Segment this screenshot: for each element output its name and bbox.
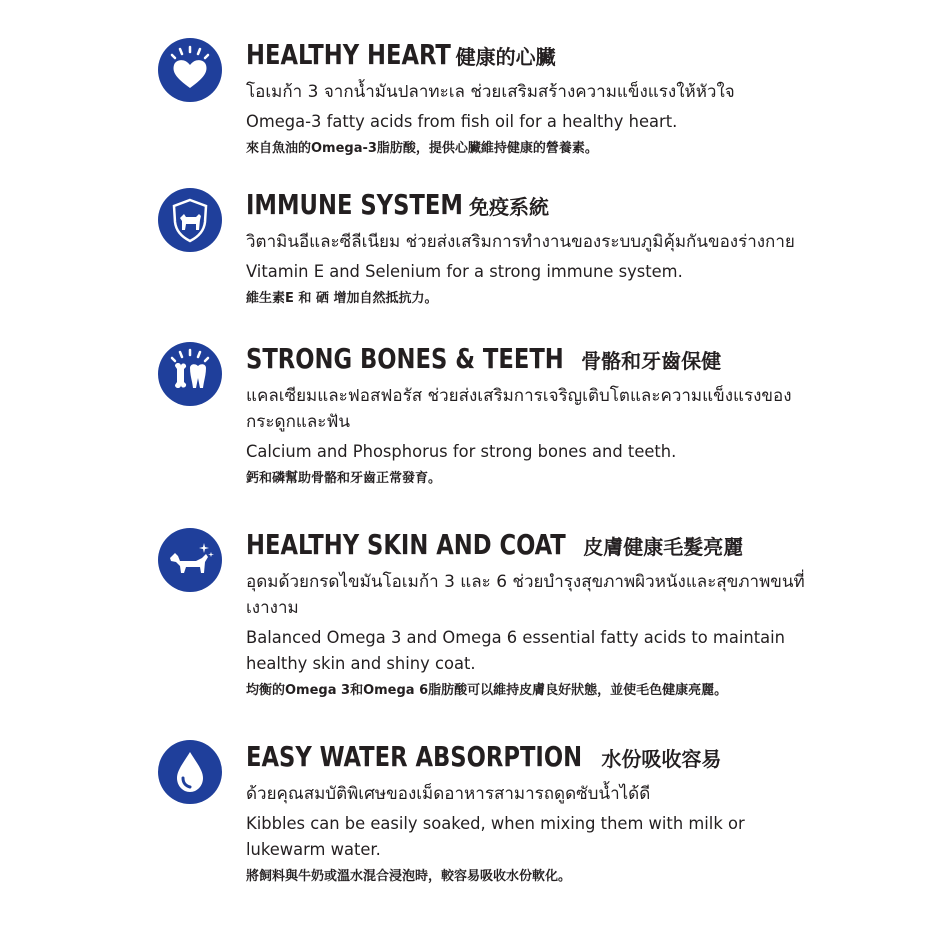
water-drop-icon [158, 740, 222, 804]
benefit-title-en: IMMUNE SYSTEM [246, 188, 463, 221]
benefit-title-zh: 皮膚健康毛髮亮麗 [583, 535, 744, 559]
benefit-title-zh: 水份吸收容易 [601, 747, 722, 771]
benefit-title-en: STRONG BONES & TEETH [246, 342, 564, 375]
benefit-title-zh: 健康的心臟 [455, 45, 556, 69]
benefit-description-en: Kibbles can be easily soaked, when mixing them with milk or lukewarm water. [246, 814, 745, 860]
bone-tooth-icon [158, 342, 222, 406]
benefit-description-en: Calcium and Phosphorus for strong bones and teeth. [246, 442, 677, 462]
benefit-description-en: Balanced Omega 3 and Omega 6 essential fatty acids to maintain healthy skin and shiny coat. [246, 628, 785, 674]
benefit-title-en: HEALTHY SKIN AND COAT [246, 528, 566, 561]
benefit-description-en: Omega-3 fatty acids from fish oil for a healthy heart. [246, 112, 678, 132]
benefit-title-en: HEALTHY HEART [246, 38, 451, 71]
benefit-description-zh: 來自魚油的Omega-3脂肪酸，提供心臟維持健康的營養素。 [246, 141, 598, 156]
dog-shield-icon [158, 188, 222, 252]
benefit-description-th: ด้วยคุณสมบัติพิเศษของเม็ดอาหารสามารถดูดซับน้ำได้ดี [246, 784, 651, 804]
benefit-description-en: Vitamin E and Selenium for a strong immune system. [246, 262, 683, 282]
shiny-dog-icon [158, 528, 222, 592]
benefit-description-th: แคลเซียมและฟอสฟอรัส ช่วยส่งเสริมการเจริญเติบโตและความแข็งแรงของกระดูกและฟัน [246, 386, 792, 432]
benefit-title-en: EASY WATER ABSORPTION [246, 740, 583, 773]
benefit-title-zh: 骨骼和牙齒保健 [581, 349, 722, 373]
benefit-description-zh: 鈣和磷幫助骨骼和牙齒正常發育。 [246, 471, 442, 486]
heart-icon [158, 38, 222, 102]
benefit-description-th: อุดมด้วยกรดไขมันโอเมก้า 3 และ 6 ช่วยบำรุงสุขภาพผิวหนังและสุขภาพขนที่เงางาม [246, 572, 805, 618]
benefit-description-th: โอเมก้า 3 จากน้ำมันปลาทะเล ช่วยเสริมสร้างความแข็งแรงให้หัวใจ [246, 82, 735, 102]
benefit-description-th: วิตามินอีและซีลีเนียม ช่วยส่งเสริมการทำงานของระบบภูมิคุ้มกันของร่างกาย [246, 232, 795, 252]
benefit-description-zh: 維生素E 和 硒 增加自然抵抗力。 [246, 291, 438, 306]
benefit-description-zh: 將飼料與牛奶或溫水混合浸泡時，較容易吸收水份軟化。 [246, 869, 572, 884]
benefit-description-zh: 均衡的Omega 3和Omega 6脂肪酸可以維持皮膚良好狀態，並使毛色健康亮麗。 [246, 683, 728, 698]
benefit-title-zh: 免疫系統 [469, 195, 550, 219]
